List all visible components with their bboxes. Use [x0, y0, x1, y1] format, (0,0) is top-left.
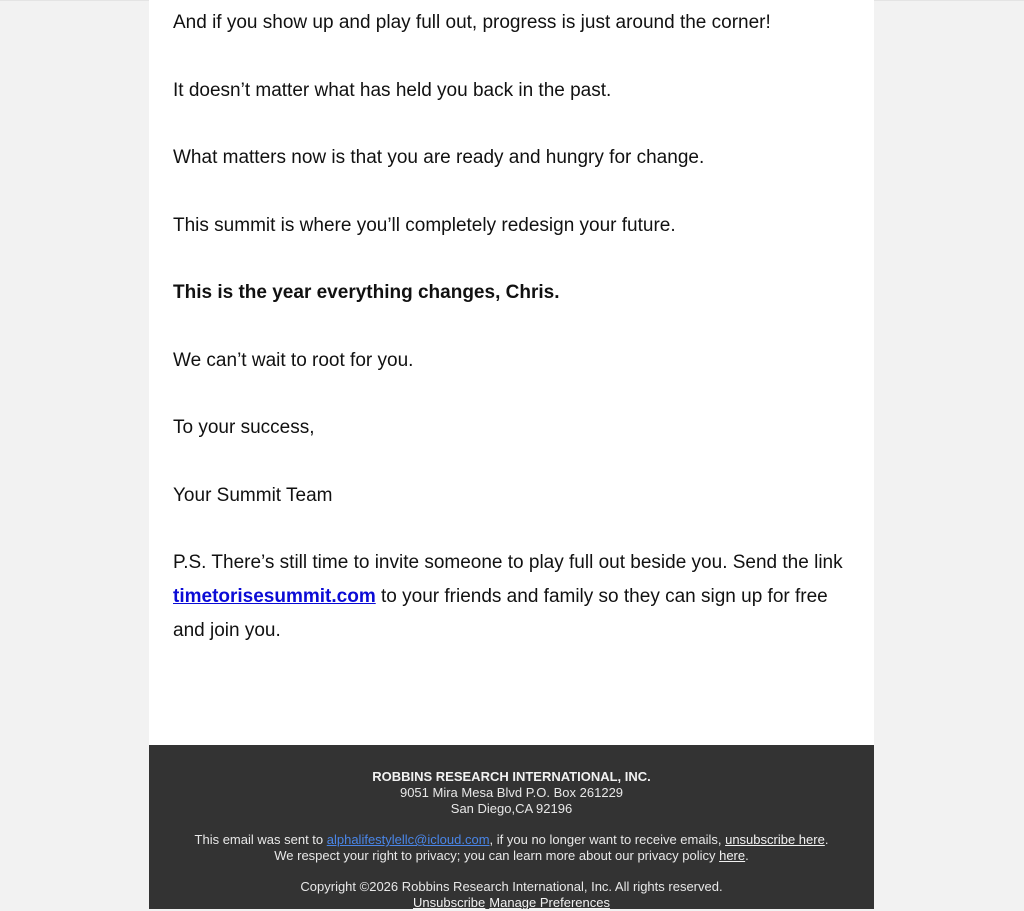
paragraph-year — [173, 276, 853, 310]
email-container — [149, 0, 874, 909]
address-line-2: San Diego,CA 92196 — [450, 801, 573, 816]
privacy-policy-link[interactable]: here — [719, 848, 746, 863]
recipient-email-link[interactable]: alphalifestylellc@icloud.com — [326, 832, 490, 847]
paragraph-change: What matters now is that you are ready and hungry for change. — [173, 147, 705, 168]
copyright: Copyright ©2026 Robbins Research International, Inc. All rights reserved. — [300, 879, 723, 894]
unsubscribe-link[interactable]: Unsubscribe — [413, 895, 486, 910]
recipient-notice — [149, 832, 874, 848]
manage-preferences-link[interactable]: Manage Preferences — [489, 895, 610, 910]
ps-text-before: P.S. There’s still time to invite someone to play full out beside you. Send the link — [173, 552, 843, 573]
email-footer — [149, 745, 874, 909]
paragraph-root: We can’t wait to root for you. — [173, 349, 414, 371]
sent-suffix: , if you no longer want to receive emails, — [489, 832, 726, 847]
privacy-suffix: . — [745, 848, 749, 863]
paragraph-signature: Your Summit Team — [173, 484, 333, 506]
address-line-1: 9051 Mira Mesa Blvd P.O. Box 261229 — [399, 785, 624, 800]
company-name: ROBBINS RESEARCH INTERNATIONAL, INC. — [372, 769, 651, 784]
summit-link[interactable]: timetorisesummit.com — [173, 586, 376, 607]
paragraph-progress: And if you show up and play full out, progress is just around the corner! — [173, 12, 771, 33]
sent-prefix: This email was sent to — [194, 832, 327, 847]
privacy-notice — [149, 848, 874, 864]
paragraph-sign-off: To your success, — [173, 417, 315, 438]
ps-text-after: to your friends and family so they can sign up for free and join you. — [173, 586, 828, 641]
privacy-prefix: We respect your right to privacy; you can learn more about our privacy policy — [274, 848, 720, 863]
email-body — [173, 0, 853, 682]
bold-headline: This is the year everything changes, Chris. — [173, 282, 560, 303]
paragraph-past: It doesn’t matter what has held you back in the past. — [173, 79, 612, 101]
paragraph-ps — [173, 546, 853, 648]
sent-period: . — [824, 832, 829, 847]
unsubscribe-here-link[interactable]: unsubscribe here — [725, 832, 825, 847]
paragraph-future: This summit is where you’ll completely redesign your future. — [173, 214, 676, 236]
